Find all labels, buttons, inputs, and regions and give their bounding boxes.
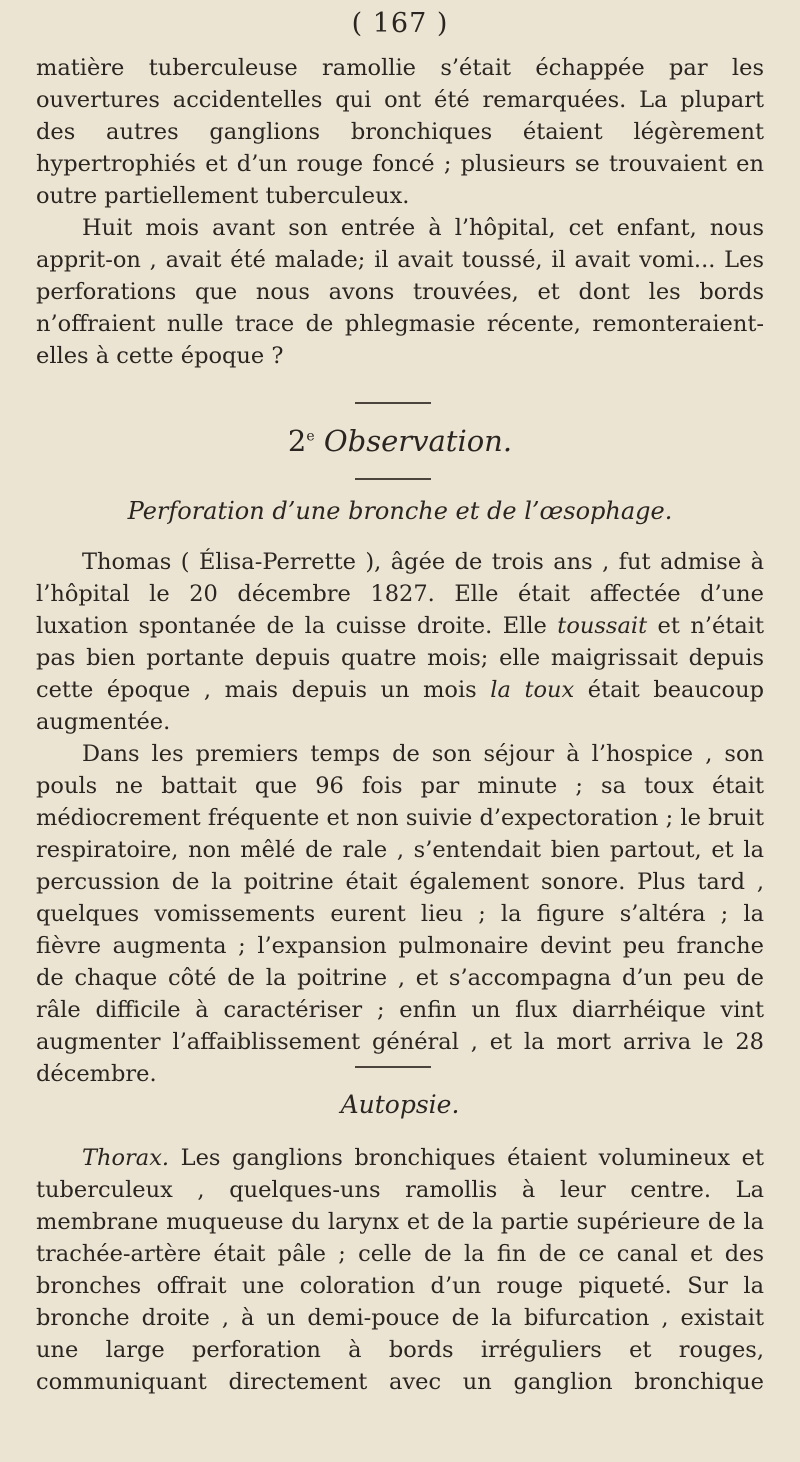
paragraph-admission: Thomas ( Élisa-Perrette ), âgée de trois ans , fut admise à l’hôpital le 20 décembre 1827. Elle était affectée d’une luxation spontanée de la cuisse droite. Elle toussait et n’était pas bien portante depuis quatre mois; elle maigrissait depuis cette époque , mais depuis un mois la toux était beaucoup augmentée. — [36, 549, 765, 735]
observation-subtitle: Perforation d’une bronche et de l’œsophage. — [127, 497, 673, 525]
paragraph-continued: matière tuberculeuse ramollie s’était échappée par les ouvertures accidentelles qui ont été remarquées. La plupart des autres ganglions bronchiques étaient légèrement hypertrophiés et d’un rouge foncé ; plusieurs se trouvaient en outre partiellement tuberculeux. — [36, 55, 764, 209]
autopsy-title: Autopsie. — [340, 1090, 460, 1119]
emphasis-la-toux: la toux — [490, 677, 575, 703]
section-divider-1 — [355, 402, 431, 404]
page-number: ( 167 ) — [351, 8, 449, 39]
thorax-lead: Thorax. — [82, 1145, 170, 1171]
observation-text-block — [36, 546, 764, 1090]
observation-heading — [0, 424, 800, 458]
autopsy-text-block — [36, 1142, 764, 1398]
observation-title: Observation. — [323, 424, 513, 458]
observation-number: 2e — [287, 424, 315, 458]
paragraph-history: Huit mois avant son entrée à l’hôpital, cet enfant, nous apprit-on , avait été malade; il avait toussé, il avait vomi... Les perforations que nous avons trouvées, et dont les bords n’offraient nulle trace de phlegmasie récente, remonteraient-elles à cette époque ? — [36, 215, 764, 369]
paragraph-thorax: Thorax. Les ganglions bronchiques étaient volumineux et tuberculeux , quelques-uns ramollis à leur centre. La membrane muqueuse du larynx et de la partie supérieure de la trachée-artère était pâle ; celle de la fin de ce canal et des bronches offrait une coloration d’un rouge piqueté. Sur la bronche droite , à un demi-pouce de la bifurcation , existait une large perforation à bords irréguliers et rouges, communiquant directement avec un ganglion bronchique — [36, 1145, 764, 1395]
paragraph-course: Dans les premiers temps de son séjour à l’hospice , son pouls ne battait que 96 fois par minute ; sa toux était médiocrement fréquente et non suivie d’expectoration ; le bruit respiratoire, non mêlé de rale , s’entendait bien partout, et la percussion de la poitrine était également sonore. Plus tard , quelques vomissements eurent lieu ; la figure s’altéra ; la fièvre augmenta ; l’expansion pulmonaire devint peu franche de chaque côté de la poitrine , et s’accompagna d’un peu de râle difficile à caractériser ; enfin un flux diarrhéique vint augmenter l’affaiblissement général , et la mort arriva le 28 décembre. — [36, 741, 764, 1087]
section-divider-3 — [355, 1066, 431, 1068]
intro-text-block — [36, 52, 764, 372]
section-divider-2 — [355, 478, 431, 480]
emphasis-toussait: toussait — [557, 613, 648, 639]
